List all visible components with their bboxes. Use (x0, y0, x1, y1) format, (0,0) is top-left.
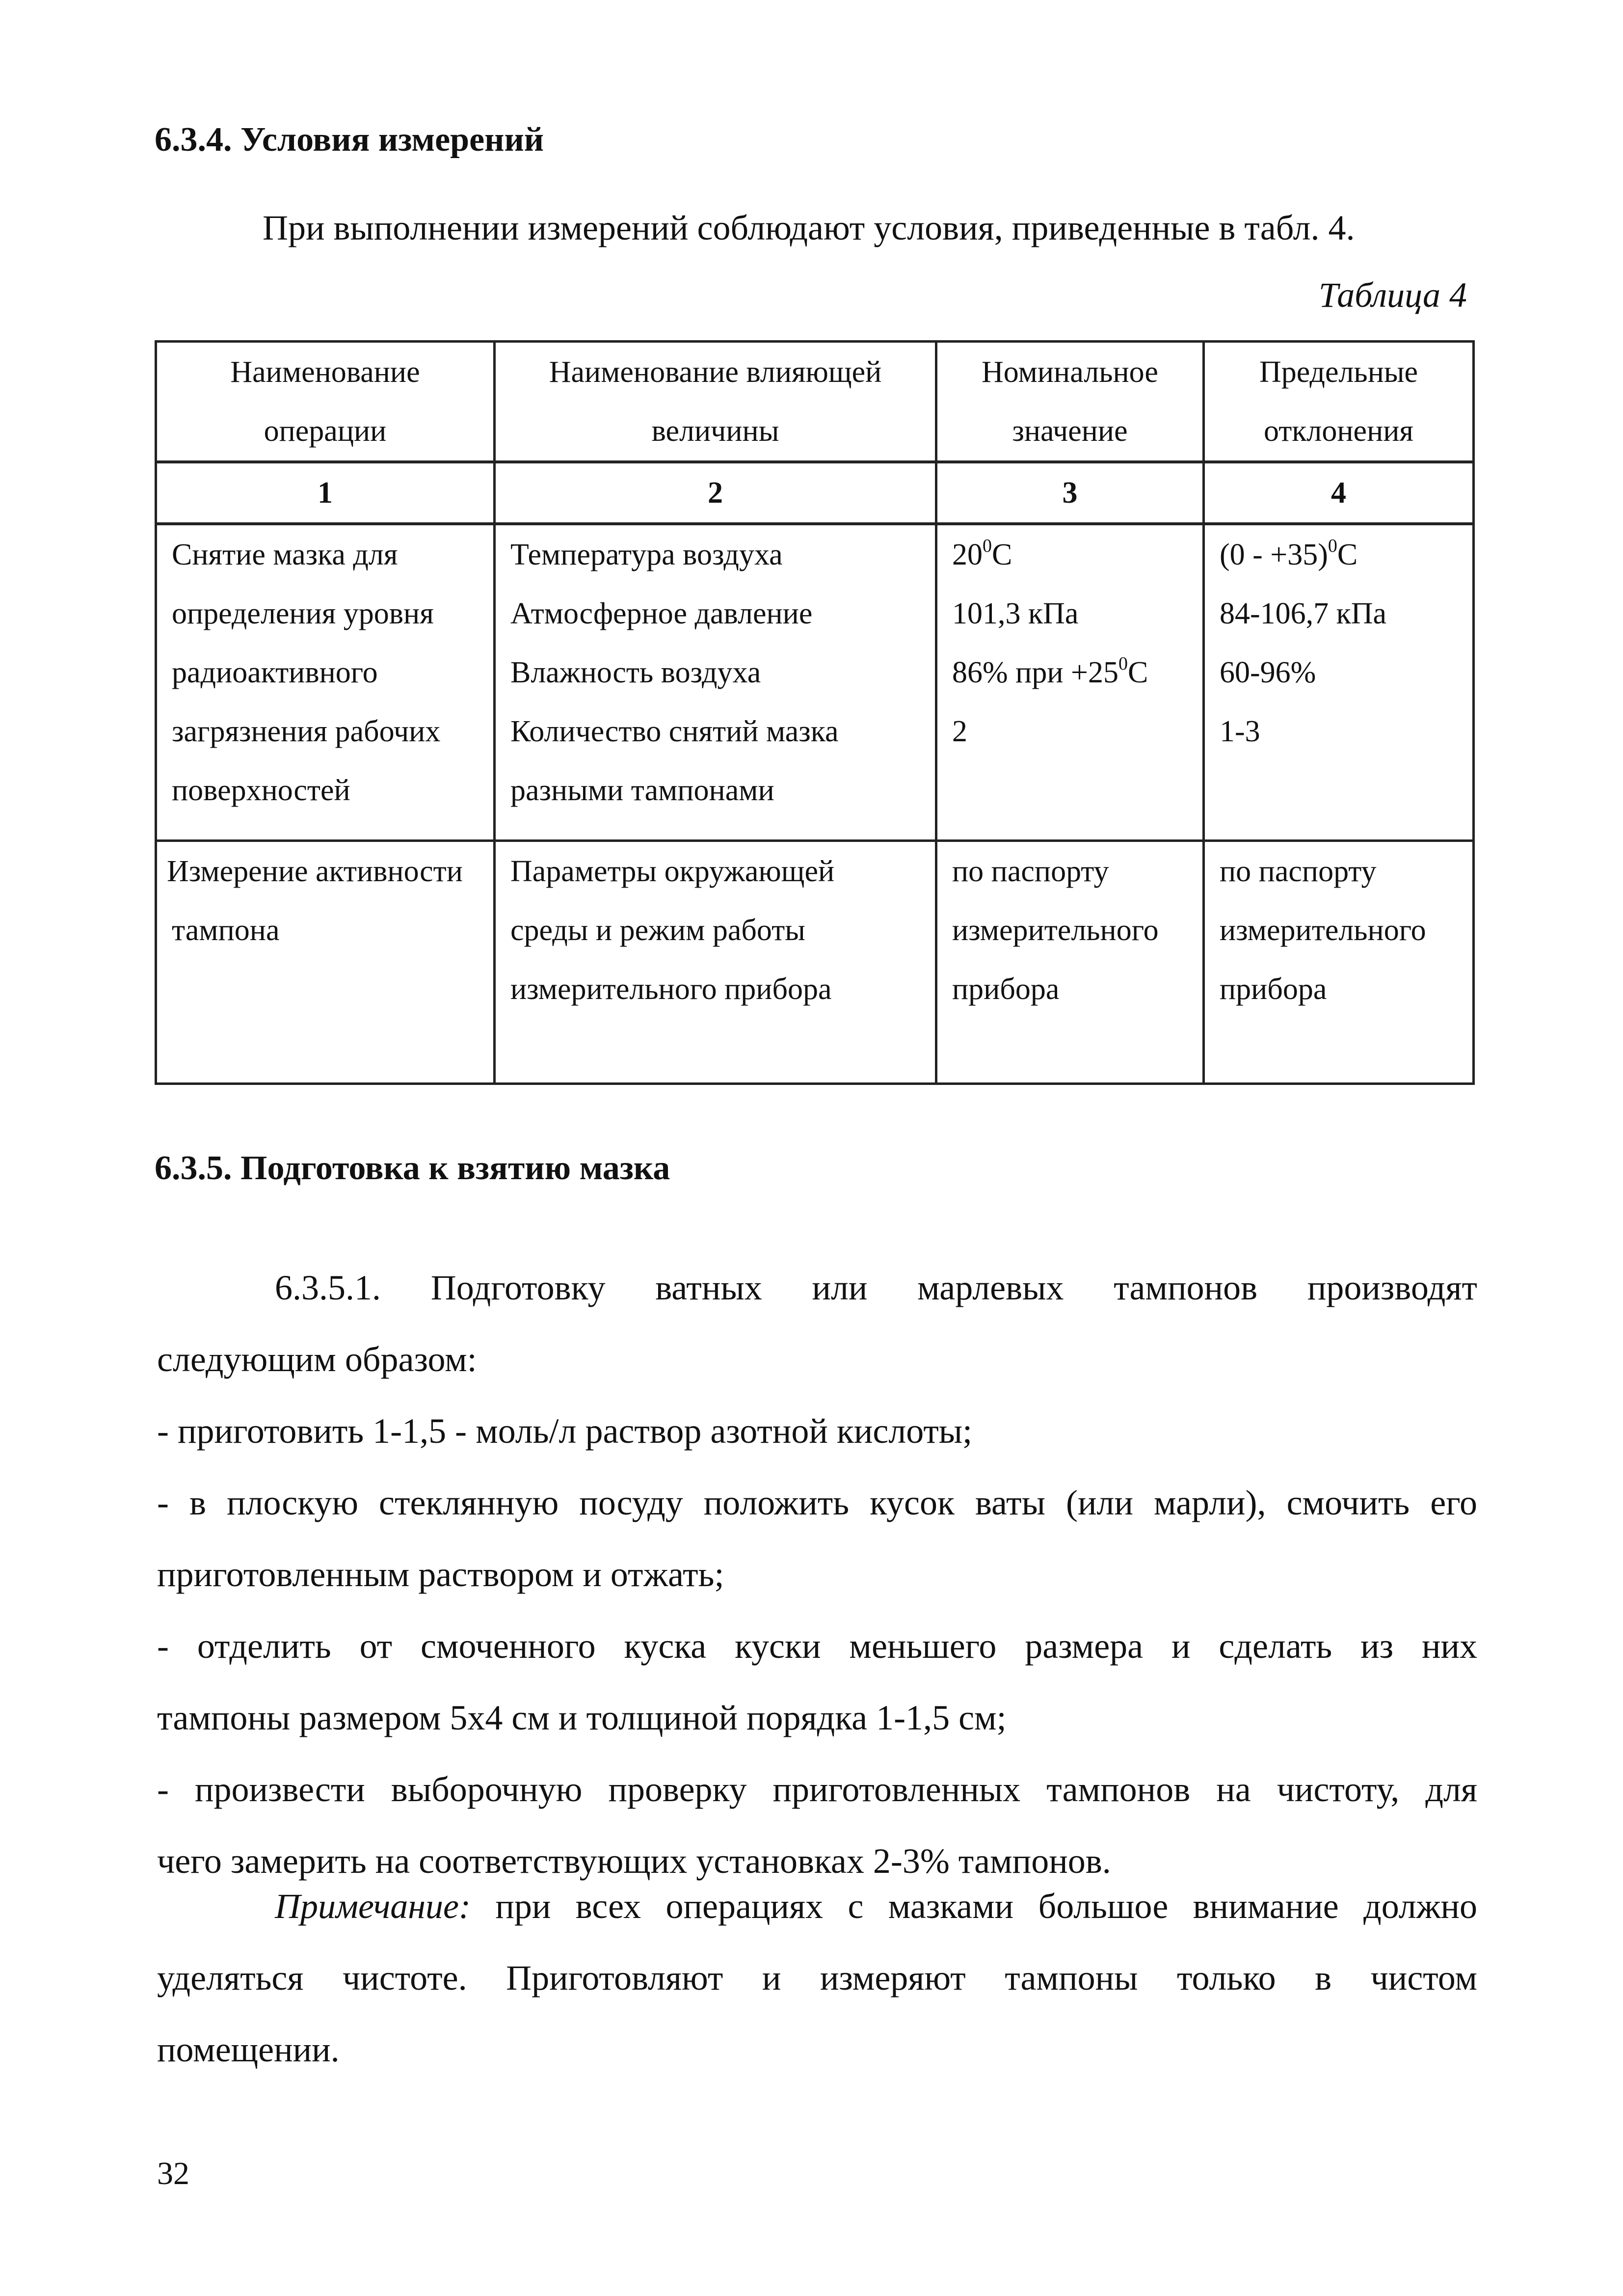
table-row-swab-removal (156, 524, 1474, 841)
section-heading-6-3-5: 6.3.5. Подготовка к взятию мазка (155, 1149, 670, 1187)
note-block (157, 1870, 1477, 2085)
section-heading-6-3-4: 6.3.4. Условия измерений (155, 121, 544, 159)
column-number-2: 2 (495, 462, 936, 524)
row1-quantities: Температура воздуха Атмосферное давление Влажность воздуха Количество снятий мазка разными тампонами (495, 524, 936, 841)
column-number-1: 1 (156, 462, 495, 524)
header-limit-deviations: Предельные отклонения (1204, 342, 1474, 462)
limit-temperature: $(0 - +35)^0С$ (1220, 536, 1358, 571)
header-influencing-quantity: Наименование влияющей величины (495, 342, 936, 462)
table-caption: Таблица 4 (1318, 275, 1467, 315)
table-column-numbers-row (156, 462, 1474, 524)
paragraph-line: приготовленным раствором и отжать; (157, 1555, 724, 1594)
row2-nominal-values: по паспорту измерительного прибора (936, 841, 1204, 1084)
header-nominal-value: Номинальное значение (936, 342, 1204, 462)
row2-operation: Измерение активности тампона (156, 841, 495, 1084)
row2-limit-deviations: по паспорту измерительного прибора (1204, 841, 1474, 1084)
nominal-temperature: $20^0С$ (952, 536, 1012, 571)
paragraph-line: чего замерить на соответствующих установках 2-3% тампонов. (157, 1841, 1111, 1881)
table-header-row (156, 342, 1474, 462)
limit-count: 1-3 (1220, 715, 1260, 748)
row1-nominal-values (936, 524, 1204, 841)
list-item: - произвести выборочную проверку приготовленных тампонов на чистоту, для (157, 1770, 1477, 1809)
nominal-humidity: 86% при $+25^0С$ (952, 653, 1148, 689)
paragraph-line: тампоны размером 5х4 см и толщиной порядка 1-1,5 см; (157, 1698, 1007, 1737)
nominal-pressure: 101,3 кПа (952, 597, 1079, 630)
row2-quantities: Параметры окружающей среды и режим работы измерительного прибора (495, 841, 936, 1084)
intro-text: При выполнении измерений соблюдают условия, приведенные в табл. 4. (263, 208, 1355, 247)
paragraph-line: следующим образом: (157, 1340, 477, 1379)
column-number-4: 4 (1204, 462, 1474, 524)
paragraph-line: 6.3.5.1. Подготовку ватных или марлевых тампонов производят (275, 1268, 1477, 1307)
table-row-activity-measurement (156, 841, 1474, 1084)
note-line: уделяться чистоте. Приготовляют и измеряют тампоны только в чистом (157, 1958, 1477, 1998)
limit-humidity: 60-96% (1220, 656, 1316, 689)
row1-operation: Снятие мазка для определения уровня радиоактивного загрязнения рабочих поверхностей (156, 524, 495, 841)
header-operation: Наименование операции (156, 342, 495, 462)
row1-limit-deviations (1204, 524, 1474, 841)
note-line: помещении. (157, 2030, 340, 2069)
note-label: Примечание: (275, 1887, 471, 1926)
note-line: Примечание: при всех операциях с мазками большое внимание должно (275, 1887, 1477, 1926)
conditions-table (155, 340, 1475, 1085)
page-number: 32 (157, 2156, 189, 2191)
column-number-3: 3 (936, 462, 1204, 524)
nominal-count: 2 (952, 715, 967, 748)
paragraph-6-3-5-1 (157, 1252, 1477, 1897)
list-item: - приготовить 1-1,5 - моль/л раствор азотной кислоты; (157, 1411, 973, 1451)
list-item: - в плоскую стеклянную посуду положить кусок ваты (или марли), смочить его (157, 1483, 1477, 1522)
list-item: - отделить от смоченного куска куски меньшего размера и сделать из них (157, 1626, 1477, 1666)
limit-pressure: 84-106,7 кПа (1220, 597, 1387, 630)
